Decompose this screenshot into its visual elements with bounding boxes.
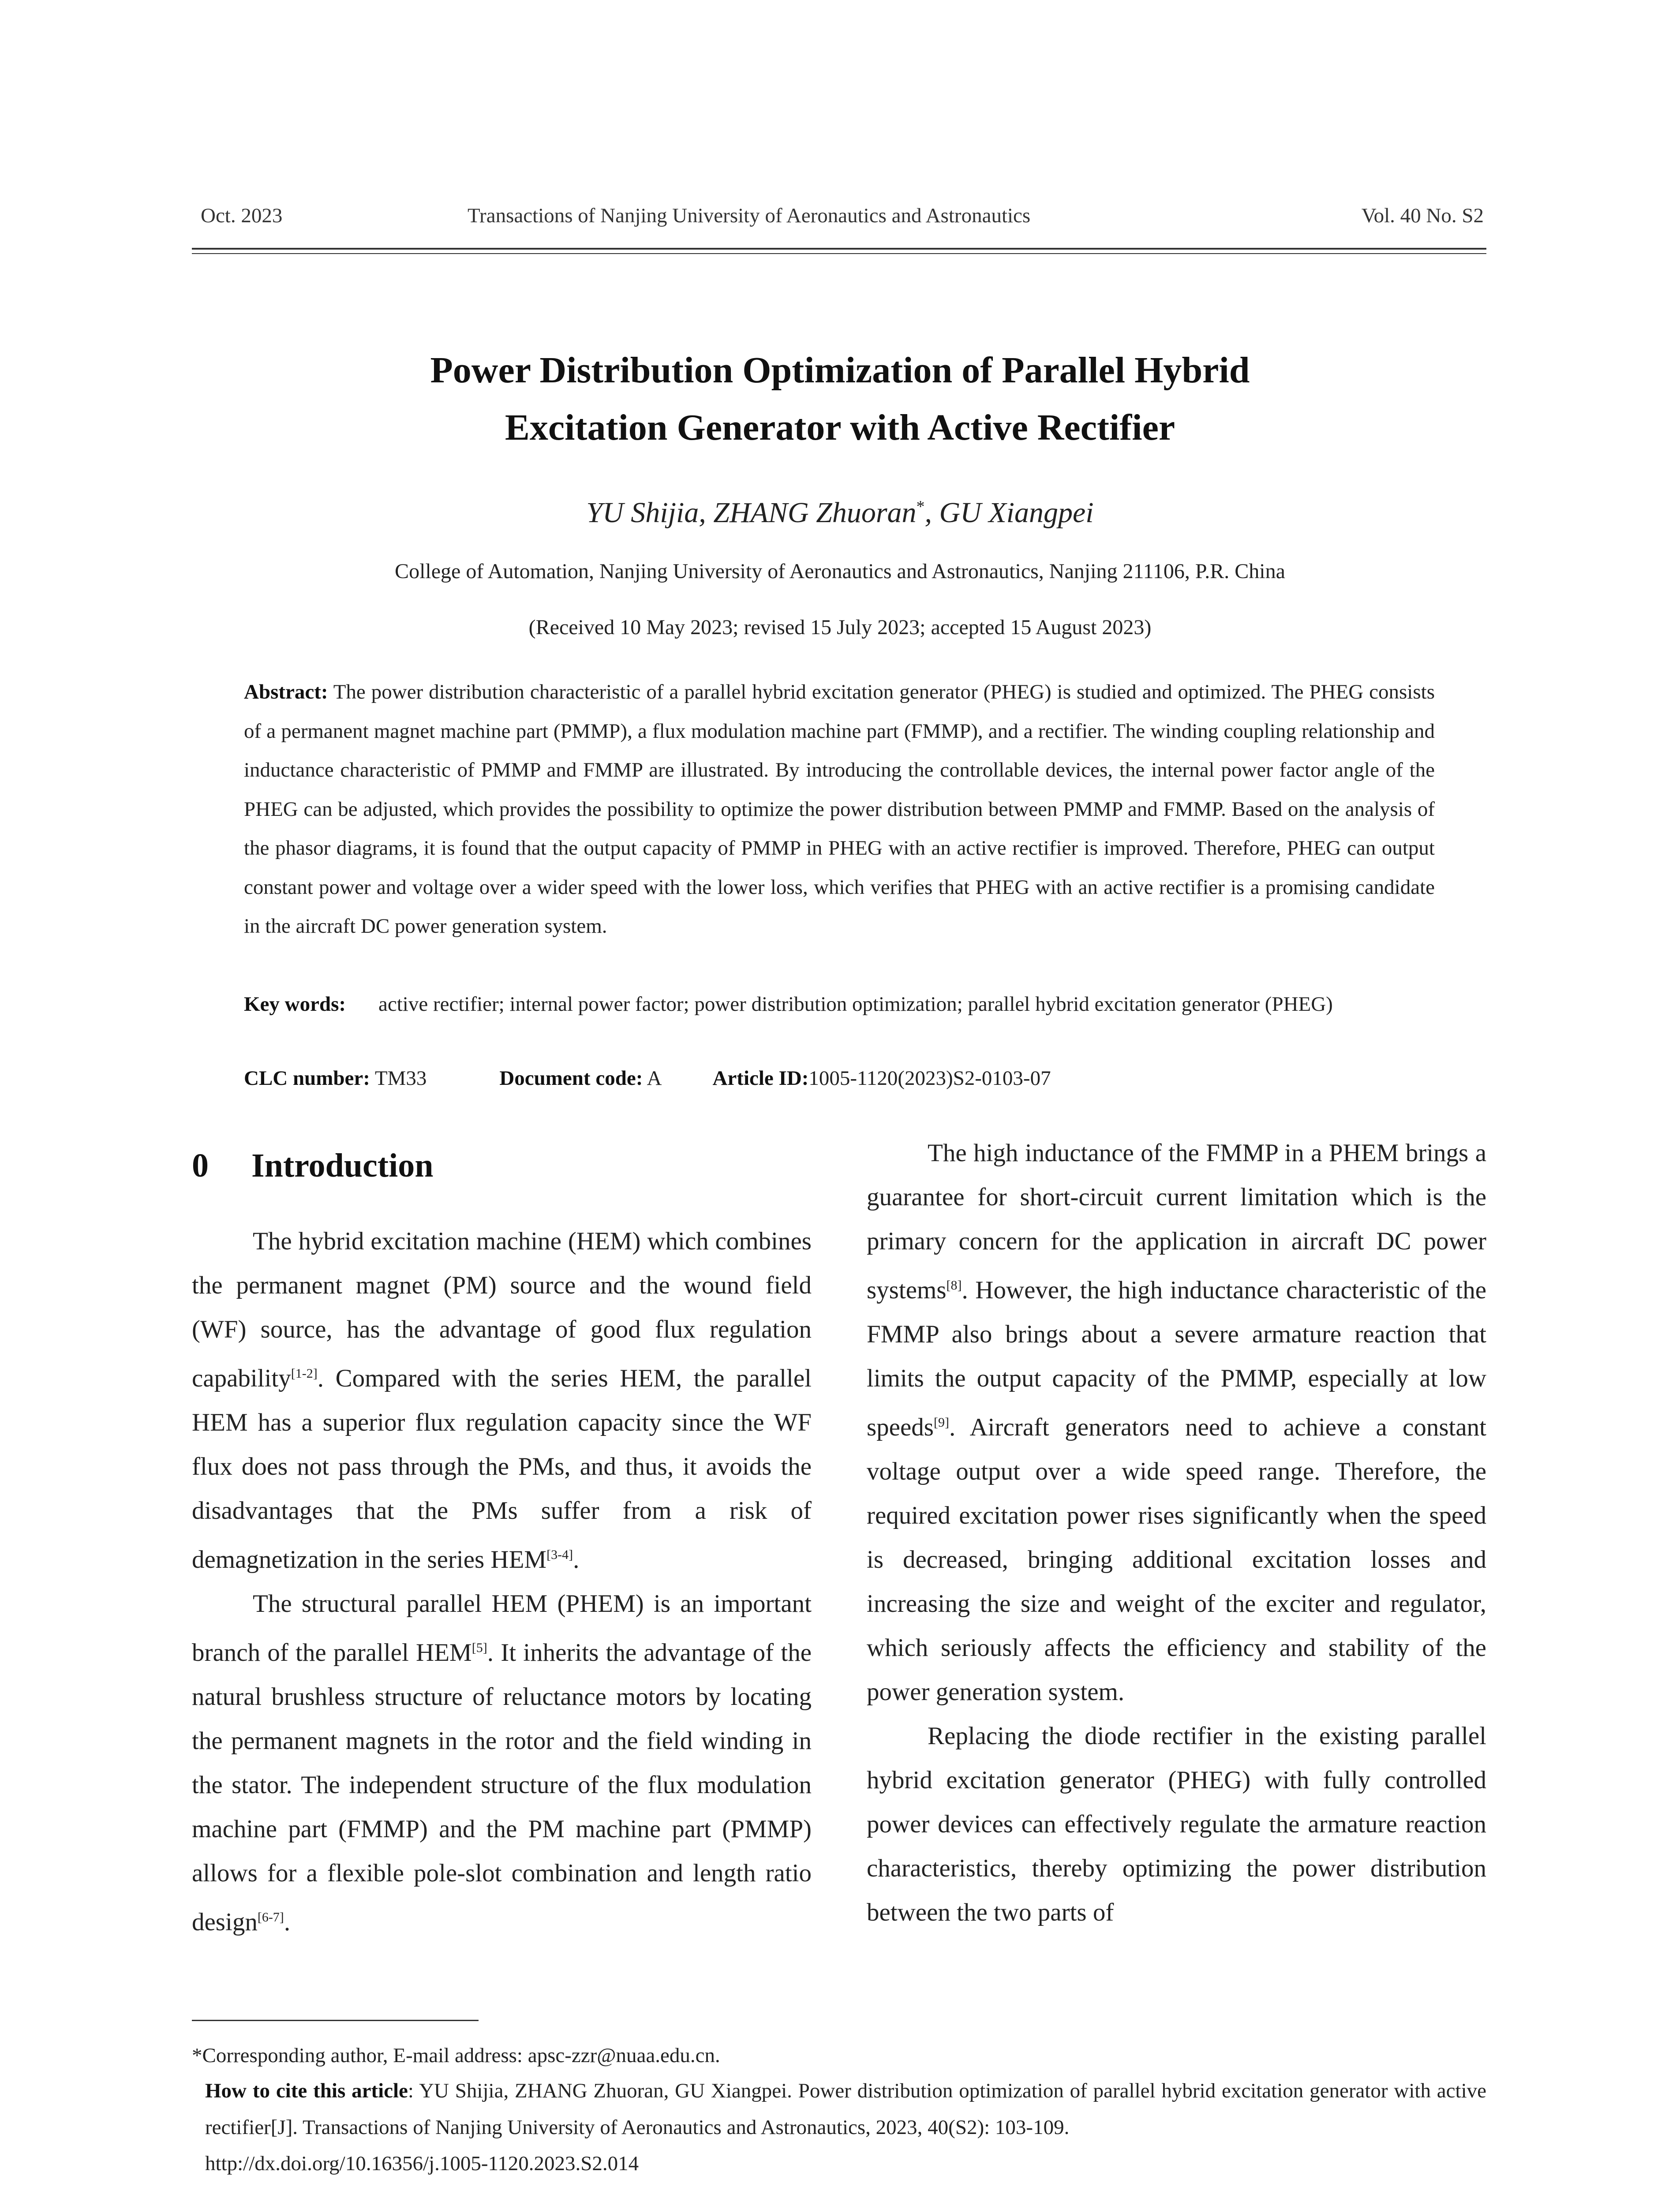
text-run: The hybrid excitation machine (HEM) which combines the permanent magnet (PM) source and the wound field (WF) source, has the advantage of good flux regulation capability	[192, 1227, 812, 1392]
footnote-rule	[192, 2020, 479, 2021]
cite-text: : YU Shijia, ZHANG Zhuoran, GU Xiangpei. Power distribution optimization of parallel hybrid excitation generator with active rectifier[J]. Transactions of Nanjing University of Aeronautics and Astronautics, 2023, 40(S2): 103-109.	[205, 2079, 1486, 2139]
text-run: . It inherits the advantage of the natural brushless structure of reluctance motors by locating the permanent magnets in the rotor and the field winding in the stator. The independent structure of the flux modulation machine part (FMMP) and the PM machine part (PMMP) allows for a flexible pole-slot combination and length ratio design	[192, 1639, 812, 1936]
header-rule-bottom	[192, 253, 1486, 254]
header-volume: Vol. 40 No. S2	[1361, 204, 1484, 227]
section-title: Introduction	[251, 1147, 434, 1184]
header-date: Oct. 2023	[201, 204, 283, 227]
doc-code-value: A	[647, 1067, 662, 1090]
paper-title	[176, 342, 1504, 456]
header-journal: Transactions of Nanjing University of Aeronautics and Astronautics	[468, 204, 1031, 227]
citation[interactable]: [5]	[471, 1641, 487, 1655]
keywords	[244, 985, 1435, 1024]
text-run: . However, the high inductance characteristic of the FMMP also brings about a severe armature reaction that limits the output capacity of the PMMP, especially at low speeds	[867, 1276, 1486, 1441]
abstract-label: Abstract:	[244, 680, 328, 703]
citation[interactable]: [1-2]	[291, 1366, 318, 1381]
corresponding-mark: *	[916, 497, 925, 516]
paragraph	[867, 1131, 1486, 1714]
paragraph	[192, 1582, 812, 1944]
doi-link[interactable]: http://dx.doi.org/10.16356/j.1005-1120.2023.S2.014	[205, 2152, 639, 2175]
author-2: ZHANG Zhuoran	[713, 497, 917, 529]
paragraph: Replacing the diode rectifier in the existing parallel hybrid excitation generator (PHEG) with fully controlled power devices can effectively regulate the armature reaction characteristics, thereby optimizing the power distribution between the two parts of	[867, 1722, 1486, 1926]
header-rule-top	[192, 248, 1486, 250]
title-line-2: Excitation Generator with Active Rectifier	[505, 407, 1175, 448]
keywords-text: active rectifier; internal power factor; power distribution optimization; parallel hybrid excitation generator (PHEG)	[378, 993, 1333, 1016]
author-3: , GU Xiangpei	[924, 497, 1094, 529]
cite-label: How to cite this article	[205, 2079, 408, 2102]
section-heading	[192, 1147, 433, 1185]
abstract	[244, 673, 1435, 946]
clc-label: CLC number:	[244, 1067, 370, 1090]
corresponding-author-note: *Corresponding author, E-mail address: apsc-zzr@nuaa.edu.cn.	[192, 2044, 720, 2067]
abstract-text: The power distribution characteristic of a parallel hybrid excitation generator (PHEG) is studied and optimized. The PHEG consists of a permanent magnet machine part (PMMP), a flux modulation machine part (FMMP), and a rectifier. The winding coupling relationship and inductance characteristic of PMMP and FMMP are illustrated. By introducing the controllable devices, the internal power factor angle of the PHEG can be adjusted, which provides the possibility to optimize the power distribution between PMMP and FMMP. Based on the analysis of the phasor diagrams, it is found that the output capacity of PMMP in PHEG with an active rectifier is improved. Therefore, PHEG can output constant power and voltage over a wider speed with the lower loss, which verifies that PHEG with an active rectifier is a promising candidate in the aircraft DC power generation system.	[244, 680, 1435, 938]
received-dates: (Received 10 May 2023; revised 15 July 2023; accepted 15 August 2023)	[528, 616, 1152, 639]
text-run: The structural parallel HEM (PHEM) is an important branch of the parallel HEM	[192, 1590, 812, 1667]
text-run: . Aircraft generators need to achieve a constant voltage output over a wide speed range. Therefore, the required excitation power rises significantly when the speed is decreased, bringing additional excitation losses and increasing the size and weight of the exciter and regulator, which seriously affects the efficiency and stability of the power generation system.	[867, 1413, 1486, 1706]
author-list	[0, 496, 1680, 530]
right-column	[867, 1131, 1486, 1935]
paragraph	[192, 1219, 812, 1582]
citation[interactable]: [8]	[946, 1278, 962, 1293]
text-run: .	[573, 1546, 580, 1573]
author-1: YU Shijia,	[586, 497, 706, 529]
citation[interactable]: [6-7]	[257, 1910, 284, 1925]
text-run: The high inductance of the FMMP in a PHEM brings a guarantee for short-circuit current limitation which is the primary concern for the application in aircraft DC power systems	[867, 1139, 1486, 1304]
title-line-1: Power Distribution Optimization of Parallel Hybrid	[430, 350, 1250, 391]
citation[interactable]: [3-4]	[546, 1547, 573, 1562]
text-run: .	[284, 1908, 291, 1936]
affiliation: College of Automation, Nanjing University of Aeronautics and Astronautics, Nanjing 211106, P.R. China	[395, 560, 1285, 583]
citation[interactable]: [9]	[933, 1415, 949, 1430]
section-number: 0	[192, 1147, 209, 1184]
clc-value: TM33	[374, 1067, 427, 1090]
doc-code-label: Document code:	[499, 1067, 643, 1090]
keywords-label: Key words:	[244, 993, 346, 1016]
how-to-cite	[205, 2073, 1486, 2146]
article-id-value: 1005-1120(2023)S2-0103-07	[808, 1067, 1051, 1090]
article-id-label: Article ID:	[712, 1067, 809, 1090]
left-column	[192, 1219, 812, 1944]
classification-line	[244, 1066, 1051, 1090]
text-run: . Compared with the series HEM, the parallel HEM has a superior flux regulation capacity since the WF flux does not pass through the PMs, and thus, it avoids the disadvantages that the PMs suffer from a risk of demagnetization in the series HEM	[192, 1364, 812, 1573]
